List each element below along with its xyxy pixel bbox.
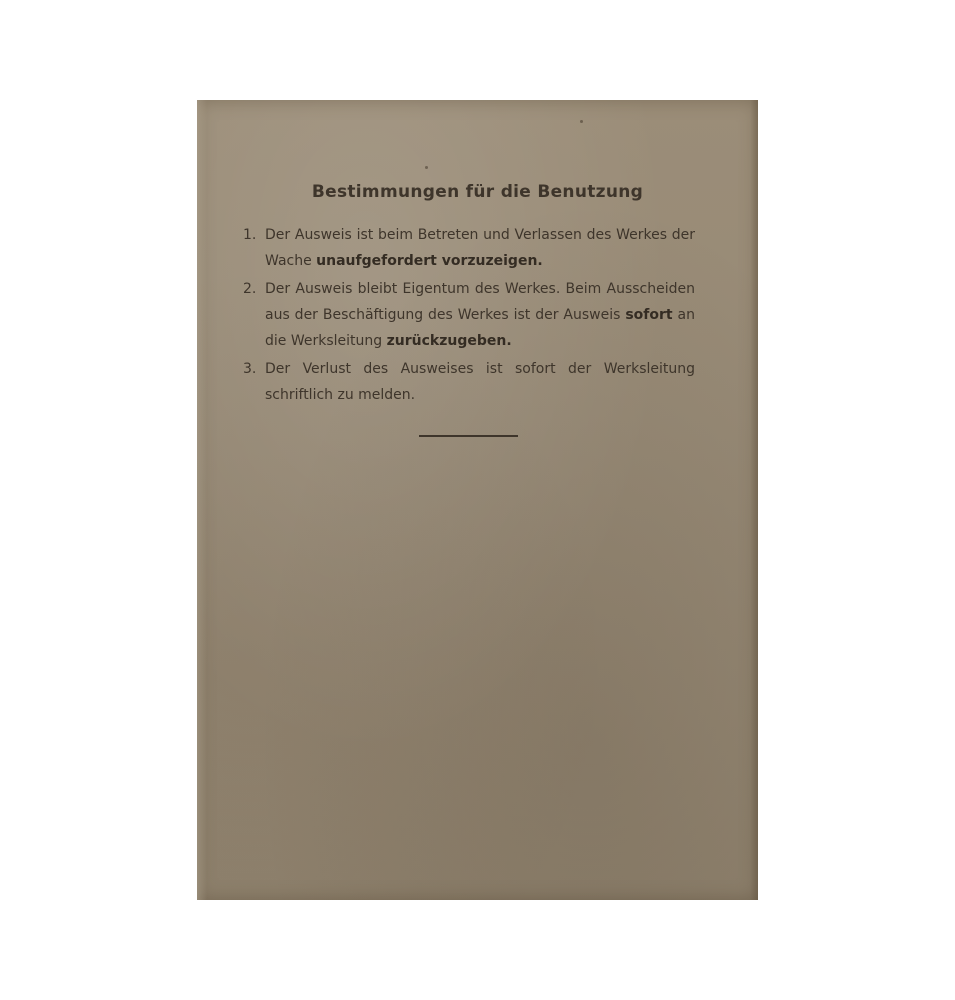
rule-number: 3. — [243, 361, 257, 377]
paper-speck — [425, 166, 428, 169]
rule-emphasis: sofort — [625, 307, 673, 323]
rule-text: Der Ausweis bleibt Eigentum des Werkes. Beim Ausscheiden aus der Beschäftigung des Werkes ist der Ausweis — [265, 281, 695, 323]
rule-number: 2. — [243, 281, 257, 297]
paper-speck — [580, 120, 583, 123]
rule-emphasis: zurückzugeben. — [386, 333, 512, 349]
rule-item-1 — [243, 222, 695, 274]
document-page — [197, 100, 758, 900]
document-title: Bestimmungen für die Benutzung — [311, 182, 644, 202]
rule-item-3 — [243, 356, 695, 408]
divider-line — [419, 435, 518, 437]
rules-list — [243, 222, 695, 410]
rule-number: 1. — [243, 227, 257, 243]
rule-text: an die Werksleitung — [265, 307, 695, 349]
rule-text: Der Ausweis ist beim Betreten und Verlassen des Werkes der Wache — [265, 227, 695, 269]
rule-item-2 — [243, 276, 695, 354]
rule-emphasis: unaufgefordert vorzuzeigen. — [316, 253, 543, 269]
rule-text: Der Verlust des Ausweises ist sofort der Werksleitung schriftlich zu melden. — [265, 361, 695, 403]
